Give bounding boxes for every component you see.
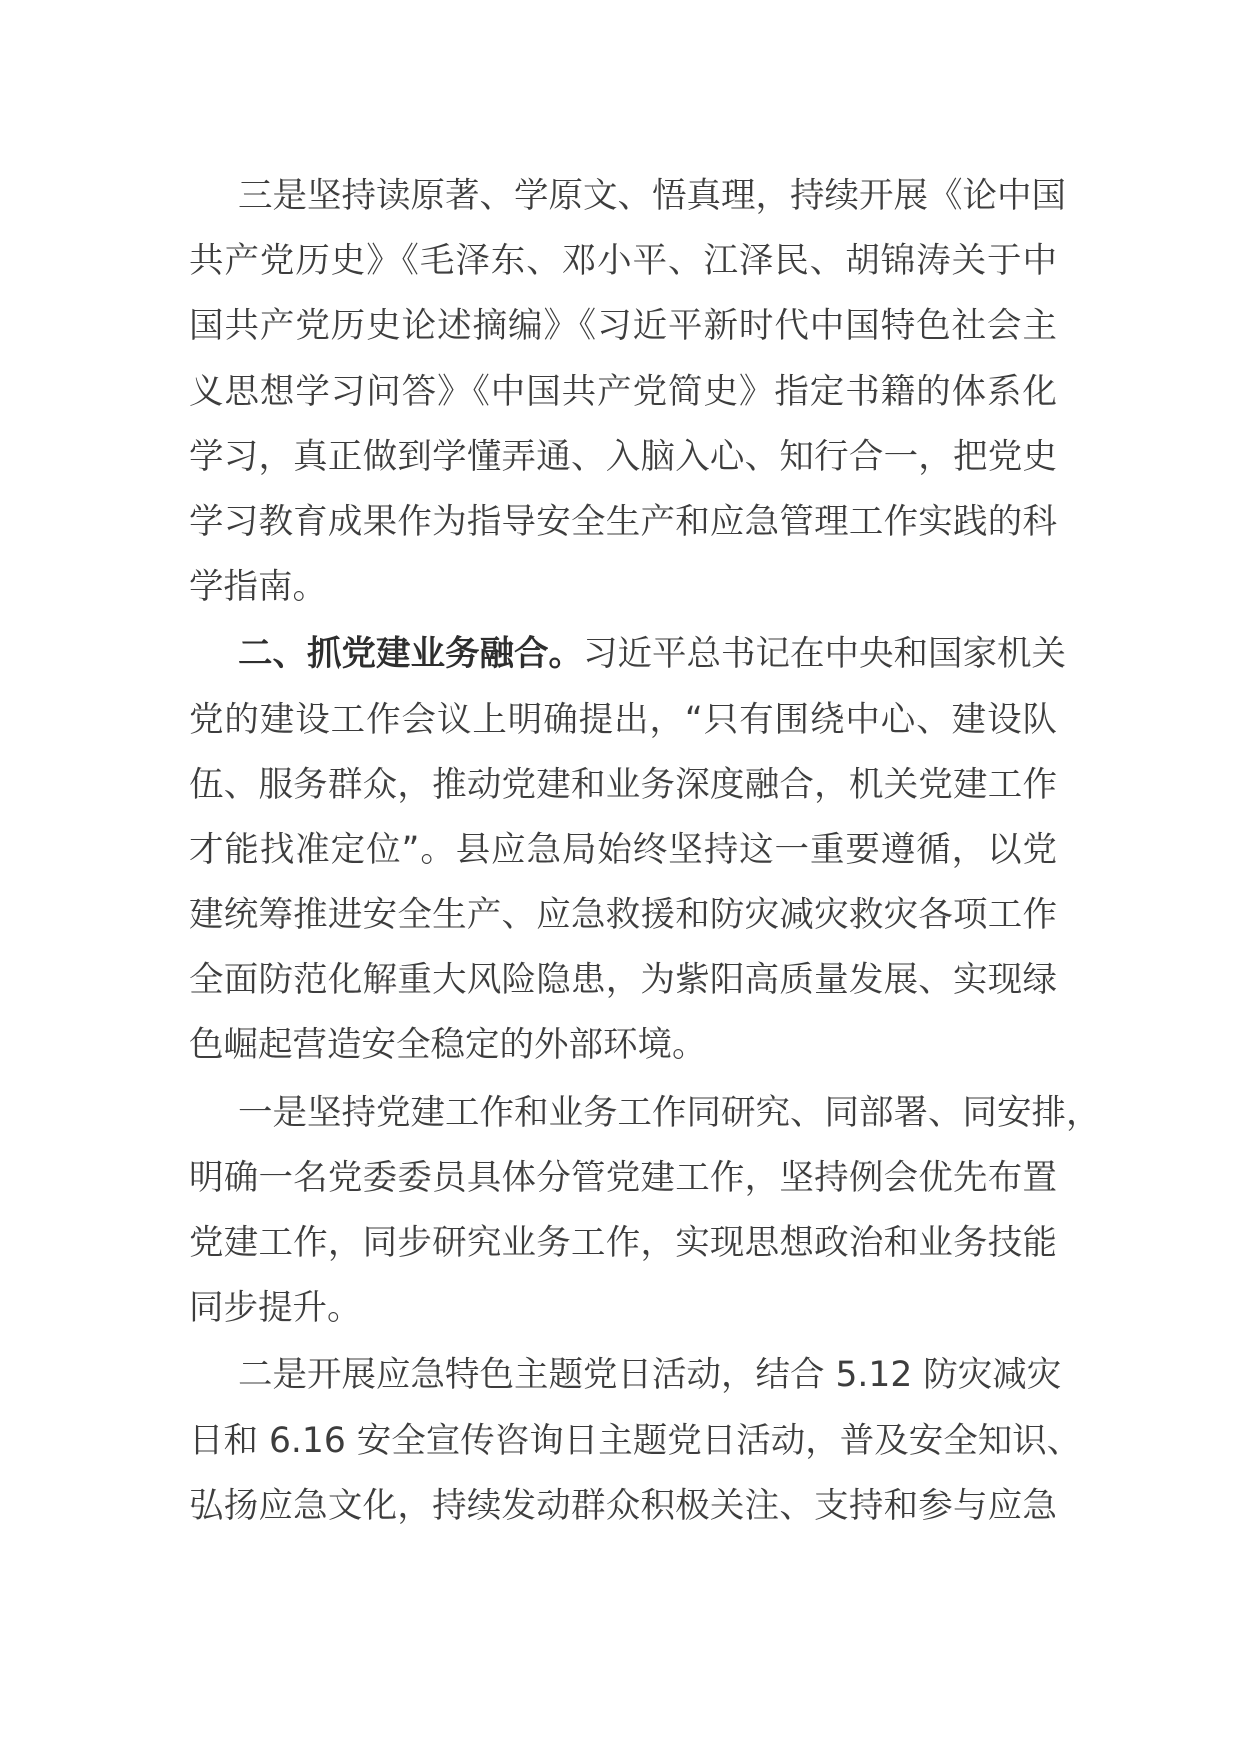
text-line: 建统筹推进安全生产、应急救援和防灾减灾救灾各项工作: [189, 895, 1057, 936]
paragraph-reading-study: [189, 164, 1066, 620]
text-line: 学指南。: [189, 567, 327, 608]
paragraph-theme-activities: [189, 1343, 1082, 1539]
paragraph-party-business-integration: [189, 622, 1066, 1078]
text-line: 国共产党历史论述摘编》《习近平新时代中国特色社会主: [189, 306, 1057, 347]
document-body: [189, 164, 1101, 1541]
text-line: 明确一名党委委员具体分管党建工作，坚持例会优先布置: [189, 1157, 1057, 1198]
text-line: 色崛起营造安全稳定的外部环境。: [189, 1025, 707, 1066]
text-line: 日和 6.16 安全宣传咨询日主题党日活动，普及安全知识、: [189, 1420, 1082, 1461]
paragraph-joint-planning: [189, 1081, 1101, 1342]
text-line: 党建工作，同步研究业务工作，实现思想政治和业务技能: [189, 1223, 1057, 1263]
section-heading: 二、抓党建业务融合。: [238, 634, 583, 675]
text-line: 三是坚持读原著、学原文、悟真理，持续开展《论中国: [238, 176, 1066, 216]
text-line: 伍、服务群众，推动党建和业务深度融合，机关党建工作: [189, 764, 1057, 805]
text-line: 共产党历史》《毛泽东、邓小平、江泽民、胡锦涛关于中: [189, 241, 1057, 282]
text-line: 才能找准定位”。县应急局始终坚持这一重要遵循，以党: [189, 829, 1057, 870]
text-line: 二是开展应急特色主题党日活动，结合 5.12 防灾减灾: [238, 1355, 1062, 1396]
text-line: [238, 622, 1066, 687]
text-span: 习近平总书记在中央和国家机关: [583, 634, 1066, 675]
text-line: 党的建设工作会议上明确提出，“只有围绕中心、建设队: [189, 699, 1057, 740]
text-line: 弘扬应急文化，持续发动群众积极关注、支持和参与应急: [189, 1485, 1057, 1526]
text-line: 学习，真正做到学懂弄通、入脑入心、知行合一，把党史: [189, 436, 1057, 477]
text-line: 学习教育成果作为指导安全生产和应急管理工作实践的科: [189, 501, 1057, 542]
text-line: 全面防范化解重大风险隐患，为紫阳高质量发展、实现绿: [189, 960, 1057, 1001]
text-line: 义思想学习问答》《中国共产党简史》指定书籍的体系化: [189, 371, 1057, 412]
text-line: 一是坚持党建工作和业务工作同研究、同部署、同安排，: [238, 1092, 1101, 1133]
text-line: 同步提升。: [189, 1288, 362, 1329]
